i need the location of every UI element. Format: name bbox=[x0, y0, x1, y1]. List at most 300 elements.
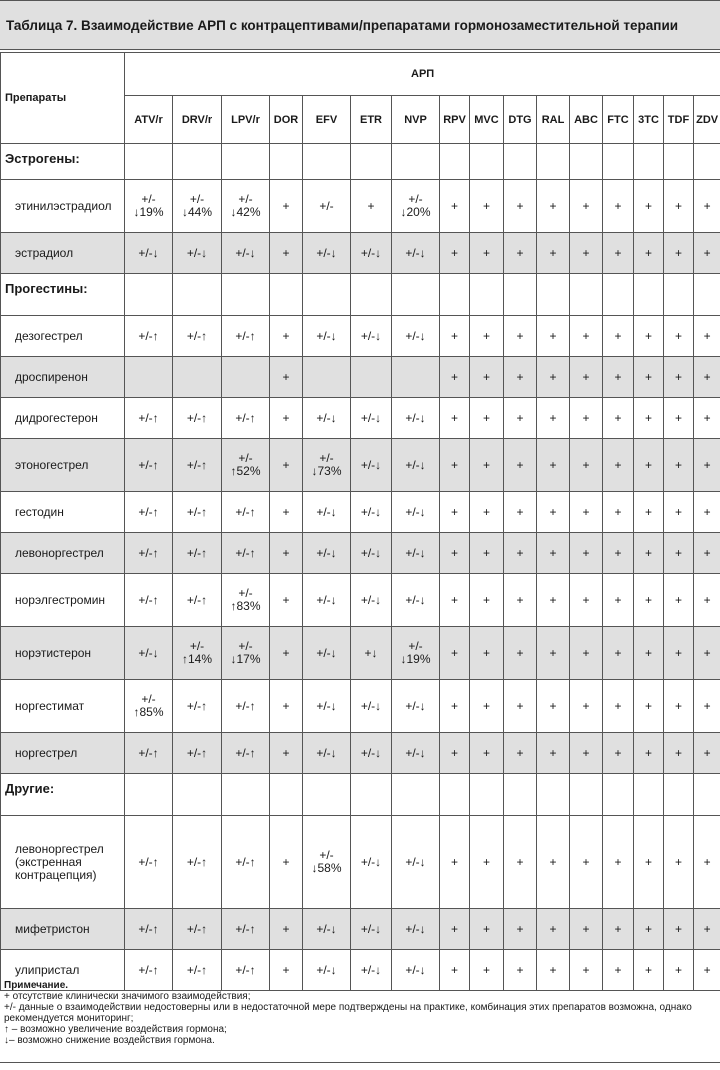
empty-cell bbox=[504, 144, 537, 180]
interaction-cell: + bbox=[440, 574, 470, 627]
table-row bbox=[1, 398, 720, 439]
interaction-cell: +/-↑ bbox=[173, 680, 222, 733]
table-title-bar bbox=[0, 0, 720, 50]
interaction-cell: + bbox=[570, 680, 603, 733]
interaction-cell: +/-↓ bbox=[351, 816, 392, 909]
empty-cell bbox=[694, 274, 720, 316]
interaction-cell: + bbox=[664, 533, 694, 574]
interaction-cell: +/- ↓58% bbox=[303, 816, 351, 909]
notes-title: Примечание. bbox=[4, 980, 69, 991]
interaction-cell: +/-↓ bbox=[392, 439, 440, 492]
interaction-cell: + bbox=[440, 950, 470, 991]
interaction-cell: + bbox=[570, 950, 603, 991]
interaction-cell: +/-↑ bbox=[125, 733, 173, 774]
interaction-cell: +/-↓ bbox=[173, 233, 222, 274]
empty-cell bbox=[694, 774, 720, 816]
interaction-cell: + bbox=[634, 950, 664, 991]
interaction-cell: +/- ↓44% bbox=[173, 180, 222, 233]
interaction-cell: + bbox=[537, 680, 570, 733]
interaction-cell bbox=[351, 357, 392, 398]
interaction-cell: + bbox=[537, 950, 570, 991]
interaction-cell: +/-↓ bbox=[392, 909, 440, 950]
interaction-cell: +/-↓ bbox=[303, 233, 351, 274]
interaction-cell: +/-↓ bbox=[303, 398, 351, 439]
interaction-cell: + bbox=[270, 180, 303, 233]
drug-name: норэтистерон bbox=[1, 627, 125, 680]
arp-group-header: АРП bbox=[125, 53, 720, 96]
interaction-cell: +/-↓ bbox=[351, 398, 392, 439]
interaction-cell: + bbox=[570, 533, 603, 574]
interaction-cell: +/-↓ bbox=[392, 533, 440, 574]
interaction-cell: +/-↑ bbox=[125, 492, 173, 533]
interaction-cell: + bbox=[470, 439, 504, 492]
section-label: Другие: bbox=[1, 774, 125, 816]
interaction-cell: + bbox=[570, 909, 603, 950]
interaction-cell: + bbox=[440, 492, 470, 533]
interaction-cell: + bbox=[537, 816, 570, 909]
interaction-cell: +/-↓ bbox=[303, 950, 351, 991]
interaction-cell: + bbox=[664, 574, 694, 627]
interaction-cell: + bbox=[470, 492, 504, 533]
interaction-cell: +/-↑ bbox=[173, 439, 222, 492]
interaction-cell: +/-↓ bbox=[351, 316, 392, 357]
interaction-cell: + bbox=[470, 627, 504, 680]
interaction-cell: + bbox=[664, 733, 694, 774]
table-row bbox=[1, 733, 720, 774]
interaction-cell: +/-↓ bbox=[392, 680, 440, 733]
interaction-cell: + bbox=[504, 950, 537, 991]
empty-cell bbox=[664, 144, 694, 180]
interaction-cell: + bbox=[470, 357, 504, 398]
empty-cell bbox=[173, 274, 222, 316]
interaction-cell: + bbox=[270, 950, 303, 991]
empty-cell bbox=[173, 144, 222, 180]
interaction-table bbox=[0, 52, 720, 991]
interaction-cell: + bbox=[694, 439, 720, 492]
drug-name: норэлгестромин bbox=[1, 574, 125, 627]
interaction-cell: + bbox=[440, 316, 470, 357]
interaction-cell: +/-↓ bbox=[392, 316, 440, 357]
drugs-column-header: Препараты bbox=[1, 53, 125, 144]
interaction-cell: + bbox=[270, 816, 303, 909]
interaction-cell: +/-↓ bbox=[392, 816, 440, 909]
interaction-cell: + bbox=[537, 180, 570, 233]
empty-cell bbox=[392, 774, 440, 816]
interaction-cell: +/-↑ bbox=[222, 398, 270, 439]
column-header-drv-r: DRV/r bbox=[173, 96, 222, 144]
column-header-zdv: ZDV bbox=[694, 96, 720, 144]
empty-cell bbox=[634, 144, 664, 180]
interaction-cell: + bbox=[634, 357, 664, 398]
interaction-cell: + bbox=[694, 733, 720, 774]
interaction-cell: + bbox=[537, 533, 570, 574]
interaction-cell: +/-↑ bbox=[173, 533, 222, 574]
interaction-cell: + bbox=[537, 574, 570, 627]
interaction-cell: + bbox=[570, 492, 603, 533]
interaction-cell: +/-↓ bbox=[392, 398, 440, 439]
interaction-cell: + bbox=[440, 357, 470, 398]
interaction-cell: + bbox=[694, 398, 720, 439]
interaction-cell: + bbox=[470, 398, 504, 439]
interaction-cell: + bbox=[634, 180, 664, 233]
interaction-cell: +/-↓ bbox=[222, 233, 270, 274]
interaction-cell: + bbox=[537, 733, 570, 774]
interaction-cell: +/-↑ bbox=[222, 533, 270, 574]
interaction-cell: +/-↑ bbox=[222, 816, 270, 909]
interaction-cell: + bbox=[270, 233, 303, 274]
interaction-cell: +/-↓ bbox=[351, 680, 392, 733]
column-header-ftc: FTC bbox=[603, 96, 634, 144]
interaction-cell: + bbox=[270, 533, 303, 574]
interaction-cell: +/- ↓20% bbox=[392, 180, 440, 233]
interaction-cell: + bbox=[470, 816, 504, 909]
table-row bbox=[1, 909, 720, 950]
interaction-cell: + bbox=[694, 909, 720, 950]
table-row bbox=[1, 316, 720, 357]
interaction-cell: + bbox=[634, 316, 664, 357]
drug-name: дезогестрел bbox=[1, 316, 125, 357]
interaction-cell: + bbox=[603, 357, 634, 398]
interaction-cell: + bbox=[664, 950, 694, 991]
drug-name: норгестимат bbox=[1, 680, 125, 733]
section-label: Прогестины: bbox=[1, 274, 125, 316]
interaction-cell: + bbox=[270, 439, 303, 492]
interaction-cell: + bbox=[570, 733, 603, 774]
interaction-cell: + bbox=[470, 316, 504, 357]
interaction-cell: + bbox=[470, 180, 504, 233]
table-row bbox=[1, 680, 720, 733]
interaction-cell: + bbox=[270, 316, 303, 357]
interaction-cell: + bbox=[440, 233, 470, 274]
interaction-cell: +/-↓ bbox=[303, 316, 351, 357]
column-header-dtg: DTG bbox=[504, 96, 537, 144]
empty-cell bbox=[537, 274, 570, 316]
interaction-cell: +/-↑ bbox=[222, 909, 270, 950]
table-title: Таблица 7. Взаимодействие АРП с контрацептивами/препаратами гормонозаместительной терапии bbox=[6, 18, 679, 33]
drug-name: левоноргестрел (экстренная контрацепция) bbox=[1, 816, 125, 909]
interaction-cell: + bbox=[504, 398, 537, 439]
empty-cell bbox=[603, 274, 634, 316]
empty-cell bbox=[537, 774, 570, 816]
table-row bbox=[1, 180, 720, 233]
interaction-cell: +/-↑ bbox=[125, 816, 173, 909]
interaction-cell: + bbox=[270, 357, 303, 398]
column-header-tdf: TDF bbox=[664, 96, 694, 144]
interaction-cell bbox=[222, 357, 270, 398]
interaction-cell: + bbox=[603, 574, 634, 627]
section-row bbox=[1, 274, 720, 316]
interaction-cell: +/-↓ bbox=[351, 233, 392, 274]
drug-name: мифетристон bbox=[1, 909, 125, 950]
interaction-cell: + bbox=[694, 533, 720, 574]
empty-cell bbox=[222, 774, 270, 816]
interaction-cell: + bbox=[470, 533, 504, 574]
table-row bbox=[1, 492, 720, 533]
interaction-cell: + bbox=[603, 733, 634, 774]
interaction-cell: + bbox=[634, 233, 664, 274]
interaction-cell: + bbox=[504, 533, 537, 574]
drug-name: норгестрел bbox=[1, 733, 125, 774]
drug-name: улипристал bbox=[1, 950, 125, 991]
interaction-cell: + bbox=[440, 439, 470, 492]
interaction-cell: + bbox=[270, 627, 303, 680]
interaction-cell: +/- ↓17% bbox=[222, 627, 270, 680]
table-row bbox=[1, 233, 720, 274]
empty-cell bbox=[664, 774, 694, 816]
interaction-cell: + bbox=[634, 816, 664, 909]
interaction-cell bbox=[392, 357, 440, 398]
interaction-cell: +/- ↓19% bbox=[392, 627, 440, 680]
interaction-cell: + bbox=[504, 439, 537, 492]
interaction-cell: +/-↓ bbox=[351, 909, 392, 950]
section-row bbox=[1, 774, 720, 816]
drug-name: левоноргестрел bbox=[1, 533, 125, 574]
bottom-divider bbox=[0, 1062, 720, 1063]
interaction-cell: + bbox=[694, 627, 720, 680]
interaction-cell: +/- ↑14% bbox=[173, 627, 222, 680]
interaction-cell: + bbox=[694, 316, 720, 357]
interaction-cell: + bbox=[664, 180, 694, 233]
interaction-cell: + bbox=[694, 680, 720, 733]
interaction-cell: +/-↑ bbox=[125, 316, 173, 357]
drug-name: эстрадиол bbox=[1, 233, 125, 274]
interaction-cell: +/-↓ bbox=[303, 492, 351, 533]
table-row bbox=[1, 439, 720, 492]
empty-cell bbox=[694, 144, 720, 180]
interaction-cell: + bbox=[603, 909, 634, 950]
drug-name: дроспиренон bbox=[1, 357, 125, 398]
column-header-3tc: 3TC bbox=[634, 96, 664, 144]
interaction-cell: +/- ↑85% bbox=[125, 680, 173, 733]
empty-cell bbox=[351, 774, 392, 816]
interaction-cell: + bbox=[603, 680, 634, 733]
interaction-cell: + bbox=[470, 733, 504, 774]
column-header-rpv: RPV bbox=[440, 96, 470, 144]
interaction-cell: + bbox=[694, 492, 720, 533]
empty-cell bbox=[440, 144, 470, 180]
empty-cell bbox=[125, 274, 173, 316]
interaction-cell: +/-↑ bbox=[222, 680, 270, 733]
column-header-atv-r: ATV/r bbox=[125, 96, 173, 144]
empty-cell bbox=[603, 144, 634, 180]
interaction-cell: +/-↑ bbox=[222, 733, 270, 774]
interaction-cell: + bbox=[694, 357, 720, 398]
interaction-cell: +/-↓ bbox=[351, 574, 392, 627]
interaction-cell: + bbox=[603, 316, 634, 357]
section-label: Эстрогены: bbox=[1, 144, 125, 180]
interaction-cell: +/-↓ bbox=[392, 574, 440, 627]
interaction-cell: + bbox=[537, 909, 570, 950]
interaction-cell: + bbox=[694, 816, 720, 909]
empty-cell bbox=[270, 274, 303, 316]
empty-cell bbox=[125, 144, 173, 180]
empty-cell bbox=[351, 144, 392, 180]
interaction-cell: + bbox=[634, 492, 664, 533]
column-header-nvp: NVP bbox=[392, 96, 440, 144]
interaction-cell: + bbox=[537, 316, 570, 357]
empty-cell bbox=[504, 274, 537, 316]
interaction-cell: + bbox=[270, 492, 303, 533]
column-header-dor: DOR bbox=[270, 96, 303, 144]
interaction-cell: +/- ↓19% bbox=[125, 180, 173, 233]
empty-cell bbox=[303, 274, 351, 316]
interaction-cell: + bbox=[603, 233, 634, 274]
interaction-cell: + bbox=[634, 909, 664, 950]
empty-cell bbox=[125, 774, 173, 816]
table-row bbox=[1, 533, 720, 574]
interaction-cell: +/-↓ bbox=[351, 950, 392, 991]
empty-cell bbox=[351, 274, 392, 316]
empty-cell bbox=[570, 274, 603, 316]
interaction-cell: + bbox=[504, 233, 537, 274]
interaction-cell: + bbox=[570, 357, 603, 398]
interaction-cell: +/- ↓73% bbox=[303, 439, 351, 492]
drug-name: гестодин bbox=[1, 492, 125, 533]
empty-cell bbox=[303, 144, 351, 180]
empty-cell bbox=[270, 774, 303, 816]
interaction-cell: +/- ↑52% bbox=[222, 439, 270, 492]
interaction-cell: +/-↓ bbox=[303, 533, 351, 574]
interaction-cell: + bbox=[351, 180, 392, 233]
interaction-cell: + bbox=[664, 816, 694, 909]
interaction-cell: + bbox=[504, 909, 537, 950]
empty-cell bbox=[504, 774, 537, 816]
interaction-cell: + bbox=[570, 439, 603, 492]
interaction-cell: + bbox=[440, 733, 470, 774]
interaction-cell: + bbox=[603, 533, 634, 574]
interaction-cell: + bbox=[440, 680, 470, 733]
interaction-cell: + bbox=[504, 733, 537, 774]
interaction-cell: +/-↑ bbox=[173, 398, 222, 439]
interaction-cell: + bbox=[537, 492, 570, 533]
interaction-cell: +/-↑ bbox=[125, 574, 173, 627]
interaction-cell bbox=[125, 357, 173, 398]
interaction-cell: + bbox=[440, 533, 470, 574]
interaction-cell: + bbox=[603, 492, 634, 533]
note-line: + отсутствие клинически значимого взаимодействия; bbox=[4, 991, 251, 1002]
interaction-cell: + bbox=[440, 398, 470, 439]
empty-cell bbox=[470, 274, 504, 316]
column-header-mvc: MVC bbox=[470, 96, 504, 144]
interaction-cell: + bbox=[537, 398, 570, 439]
note-line: ↑ – возможно увеличение воздействия гормона; bbox=[4, 1024, 227, 1035]
interaction-cell: +/-↓ bbox=[392, 233, 440, 274]
empty-cell bbox=[392, 274, 440, 316]
interaction-cell: + bbox=[694, 574, 720, 627]
interaction-cell: +↓ bbox=[351, 627, 392, 680]
interaction-cell: +/-↑ bbox=[173, 733, 222, 774]
interaction-cell: + bbox=[537, 439, 570, 492]
table-row bbox=[1, 574, 720, 627]
column-header-abc: ABC bbox=[570, 96, 603, 144]
interaction-cell: +/-↓ bbox=[303, 909, 351, 950]
interaction-cell: +/-↑ bbox=[125, 909, 173, 950]
interaction-cell: + bbox=[270, 398, 303, 439]
interaction-cell: + bbox=[634, 733, 664, 774]
empty-cell bbox=[570, 144, 603, 180]
empty-cell bbox=[470, 774, 504, 816]
interaction-cell: +/-↓ bbox=[392, 950, 440, 991]
interaction-cell: + bbox=[664, 316, 694, 357]
interaction-cell: + bbox=[694, 233, 720, 274]
interaction-cell: + bbox=[537, 627, 570, 680]
interaction-cell: + bbox=[270, 574, 303, 627]
interaction-cell: + bbox=[470, 233, 504, 274]
column-header-ral: RAL bbox=[537, 96, 570, 144]
interaction-cell: +/-↑ bbox=[173, 950, 222, 991]
interaction-cell: +/-↑ bbox=[173, 316, 222, 357]
column-header-etr: ETR bbox=[351, 96, 392, 144]
interaction-cell: + bbox=[603, 816, 634, 909]
empty-cell bbox=[440, 274, 470, 316]
interaction-cell: + bbox=[664, 492, 694, 533]
empty-cell bbox=[222, 144, 270, 180]
interaction-cell: +/-↓ bbox=[392, 733, 440, 774]
empty-cell bbox=[270, 144, 303, 180]
interaction-cell: + bbox=[603, 627, 634, 680]
column-header-efv: EFV bbox=[303, 96, 351, 144]
interaction-cell: + bbox=[664, 398, 694, 439]
interaction-cell: + bbox=[603, 398, 634, 439]
interaction-cell: + bbox=[603, 950, 634, 991]
interaction-cell: +/-↑ bbox=[125, 533, 173, 574]
interaction-cell: +/-↑ bbox=[222, 316, 270, 357]
empty-cell bbox=[440, 774, 470, 816]
interaction-cell: +/-↑ bbox=[125, 439, 173, 492]
drug-name: дидрогестерон bbox=[1, 398, 125, 439]
interaction-cell: + bbox=[504, 180, 537, 233]
interaction-cell: +/-↓ bbox=[392, 492, 440, 533]
interaction-cell: +/-↑ bbox=[173, 816, 222, 909]
interaction-cell: + bbox=[664, 233, 694, 274]
interaction-cell: +/-↑ bbox=[173, 574, 222, 627]
interaction-cell: + bbox=[504, 492, 537, 533]
interaction-cell: +/- bbox=[303, 180, 351, 233]
empty-cell bbox=[603, 774, 634, 816]
empty-cell bbox=[470, 144, 504, 180]
interaction-cell: + bbox=[634, 627, 664, 680]
interaction-cell: +/-↓ bbox=[351, 492, 392, 533]
drug-name: этинилэстрадиол bbox=[1, 180, 125, 233]
interaction-cell: + bbox=[504, 627, 537, 680]
interaction-cell: + bbox=[603, 180, 634, 233]
interaction-cell: +/-↓ bbox=[125, 627, 173, 680]
empty-cell bbox=[634, 274, 664, 316]
interaction-cell: + bbox=[570, 180, 603, 233]
interaction-cell: + bbox=[634, 398, 664, 439]
interaction-cell: +/- ↑83% bbox=[222, 574, 270, 627]
interaction-cell: +/-↑ bbox=[173, 492, 222, 533]
empty-cell bbox=[537, 144, 570, 180]
interaction-cell: +/-↓ bbox=[303, 733, 351, 774]
interaction-cell: + bbox=[440, 909, 470, 950]
interaction-cell bbox=[303, 357, 351, 398]
interaction-cell: + bbox=[440, 816, 470, 909]
interaction-cell: + bbox=[634, 439, 664, 492]
interaction-cell: + bbox=[570, 816, 603, 909]
interaction-cell: + bbox=[694, 950, 720, 991]
drug-name: этоногестрел bbox=[1, 439, 125, 492]
empty-cell bbox=[570, 774, 603, 816]
interaction-cell: + bbox=[570, 574, 603, 627]
interaction-cell: + bbox=[634, 680, 664, 733]
interaction-cell: + bbox=[634, 533, 664, 574]
interaction-cell: + bbox=[470, 909, 504, 950]
empty-cell bbox=[222, 274, 270, 316]
interaction-cell: +/-↓ bbox=[303, 574, 351, 627]
interaction-cell: +/- ↓42% bbox=[222, 180, 270, 233]
table-row bbox=[1, 816, 720, 909]
